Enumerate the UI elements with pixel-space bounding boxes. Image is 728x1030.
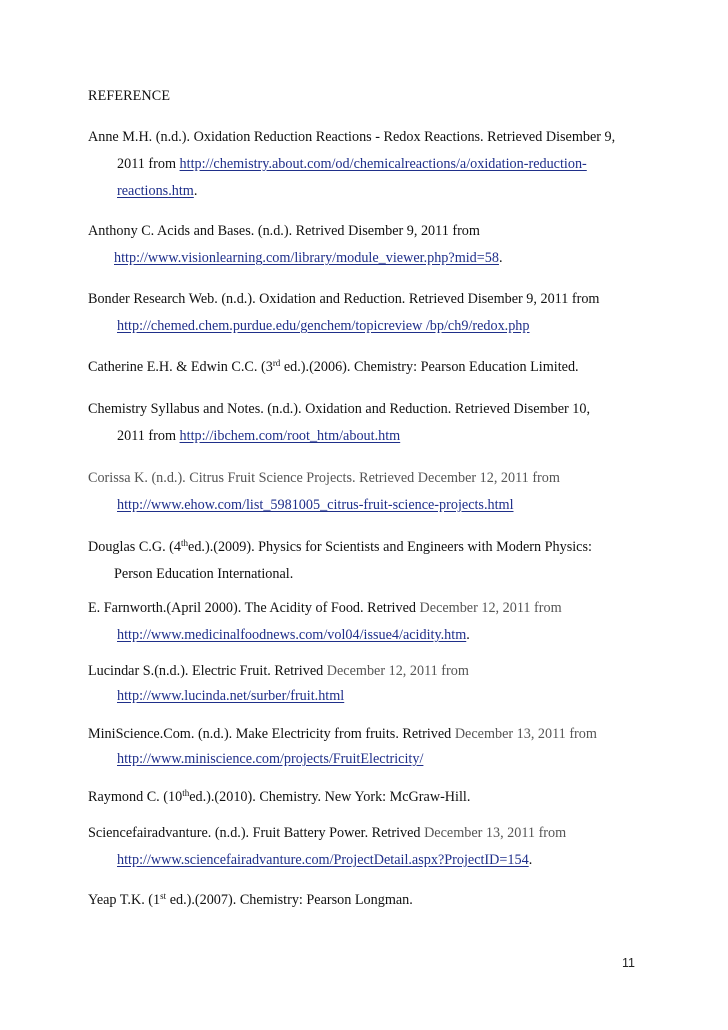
reference-line (117, 318, 530, 335)
reference-text: . (193, 183, 198, 199)
reference-line (88, 789, 470, 806)
reference-text: Douglas C.G. (4 (88, 539, 182, 555)
reference-line (117, 156, 587, 173)
reference-text: . (466, 627, 470, 643)
reference-text: . (528, 852, 533, 868)
reference-line: Person Education International. (114, 566, 294, 582)
reference-link[interactable]: http://chemistry.about.com/od/chemicalreactions/a/oxidation-reduction- (179, 156, 587, 172)
reference-text: Lucindar S.(n.d.). Electric Fruit. Retrived (88, 663, 327, 679)
superscript: th (182, 788, 190, 798)
reference-text: 2011 from (117, 156, 180, 172)
reference-line: Bonder Research Web. (n.d.). Oxidation and Reduction. Retrieved Disember 9, 2011 from (88, 291, 600, 307)
reference-line (117, 751, 423, 768)
reference-line (88, 359, 579, 376)
reference-link[interactable]: http://ibchem.com/root_htm/about.htm (179, 428, 401, 444)
reference-link[interactable]: reactions.htm (117, 183, 194, 199)
reference-text: MiniScience.Com. (n.d.). Make Electricity from fruits. Retrived (88, 726, 455, 742)
reference-line (117, 852, 532, 869)
reference-link[interactable]: http://www.medicinalfoodnews.com/vol04/issue4/acidity.htm (117, 627, 467, 643)
reference-line (88, 825, 566, 842)
reference-heading: REFERENCE (88, 88, 171, 104)
reference-line (117, 627, 470, 644)
reference-text: ed.).(2009). Physics for Scientists and Engineers with Modern Physics: (188, 539, 592, 555)
reference-text: December 13, 2011 from (424, 825, 567, 841)
reference-line: Chemistry Syllabus and Notes. (n.d.). Oxidation and Reduction. Retrieved Disember 10, (88, 401, 590, 417)
reference-link[interactable]: http://www.lucinda.net/surber/fruit.html (117, 688, 345, 704)
reference-line (88, 600, 562, 617)
reference-text: . (498, 250, 503, 266)
reference-line: Anne M.H. (n.d.). Oxidation Reduction Reactions - Redox Reactions. Retrieved Disember 9, (88, 129, 616, 145)
reference-text: Catherine E.H. & Edwin C.C. (3 (88, 359, 273, 375)
reference-line (88, 539, 592, 556)
reference-link[interactable]: http://www.visionlearning.com/library/module_viewer.php?mid=58 (114, 250, 499, 266)
reference-link[interactable]: http://chemed.chem.purdue.edu/genchem/topicreview /bp/ch9/redox.php (117, 318, 530, 334)
reference-line (117, 428, 400, 445)
reference-line (114, 250, 503, 267)
reference-text: Sciencefairadvanture. (n.d.). Fruit Battery Power. Retrived (88, 825, 425, 841)
superscript: st (160, 891, 167, 901)
superscript: rd (272, 358, 281, 368)
reference-line: Anthony C. Acids and Bases. (n.d.). Retrived Disember 9, 2011 from (88, 223, 480, 239)
superscript: th (181, 538, 189, 548)
reference-link[interactable]: http://www.sciencefairadvanture.com/ProjectDetail.aspx?ProjectID=154 (117, 852, 529, 868)
reference-line (117, 497, 514, 514)
reference-text: ed.).(2010). Chemistry. New York: McGraw-Hill. (189, 789, 471, 805)
reference-link[interactable]: http://www.ehow.com/list_5981005_citrus-fruit-science-projects.html (117, 497, 514, 513)
reference-line: Corissa K. (n.d.). Citrus Fruit Science Projects. Retrieved December 12, 2011 from (88, 470, 560, 486)
reference-text: December 13, 2011 from (454, 726, 597, 742)
page-number: 11 (622, 956, 635, 970)
reference-link[interactable]: http://www.miniscience.com/projects/FruitElectricity/ (117, 751, 424, 767)
reference-text: Yeap T.K. (1 (88, 892, 161, 908)
reference-text: December 12, 2011 from (419, 600, 562, 616)
reference-text: 2011 from (117, 428, 180, 444)
reference-text: E. Farnworth.(April 2000). The Acidity of Food. Retrived (88, 600, 420, 616)
reference-text: Raymond C. (10 (88, 789, 183, 805)
reference-text: ed.).(2006). Chemistry: Pearson Education Limited. (280, 359, 579, 375)
reference-line (117, 688, 344, 705)
reference-line (117, 183, 197, 200)
reference-line (88, 892, 413, 909)
reference-text: ed.).(2007). Chemistry: Pearson Longman. (166, 892, 413, 908)
reference-line (88, 663, 469, 680)
reference-text: December 12, 2011 from (326, 663, 469, 679)
reference-line (88, 726, 597, 743)
